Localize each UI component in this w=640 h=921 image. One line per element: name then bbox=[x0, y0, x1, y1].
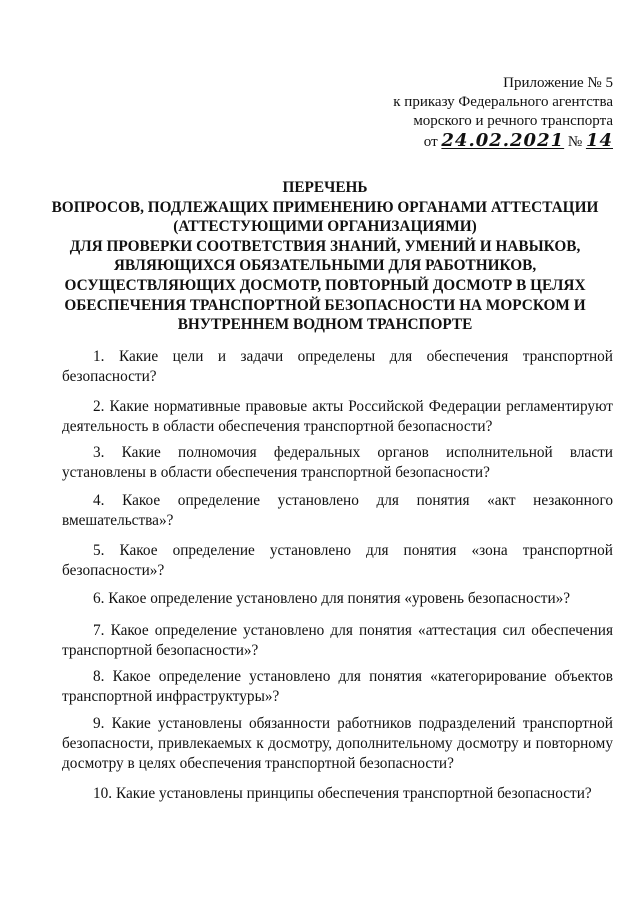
question-item: 4. Какое определение установлено для понятия «акт незаконного вмешательства»? bbox=[62, 492, 613, 529]
question-item: 9. Какие установлены обязанности работников подразделений транспортной безопасности, привлекаемых к досмотру, дополнительному досмотру и повторному досмотру в целях обеспечения транспортной безопасности? bbox=[62, 715, 613, 772]
title-line: ЯВЛЯЮЩИХСЯ ОБЯЗАТЕЛЬНЫМИ ДЛЯ РАБОТНИКОВ, bbox=[113, 257, 537, 275]
question-item: 8. Какое определение установлено для понятия «категорирование объектов транспортной инфраструктуры»? bbox=[62, 668, 613, 705]
question-item: 10. Какие установлены принципы обеспечения транспортной безопасности? bbox=[93, 785, 592, 802]
appendix-date-line bbox=[424, 131, 613, 152]
title-line: (АТТЕСТУЮЩИМИ ОРГАНИЗАЦИЯМИ) bbox=[173, 218, 477, 236]
question-item: 6. Какое определение установлено для понятия «уровень безопасности»? bbox=[93, 590, 571, 607]
appendix-order-ref: к приказу Федерального агентства bbox=[393, 94, 613, 110]
title-line: ДЛЯ ПРОВЕРКИ СООТВЕТСТВИЯ ЗНАНИЙ, УМЕНИЙ И НАВЫКОВ, bbox=[69, 237, 581, 255]
question-item: 2. Какие нормативные правовые акты Российской Федерации регламентируют деятельность в области обеспечения транспортной безопасности? bbox=[62, 398, 613, 435]
title-line: ОБЕСПЕЧЕНИЯ ТРАНСПОРТНОЙ БЕЗОПАСНОСТИ НА МОРСКОМ И bbox=[64, 296, 586, 314]
handwritten-date: 24.02.2021 bbox=[441, 130, 565, 151]
document-title bbox=[40, 178, 610, 335]
question-item: 3. Какие полномочия федеральных органов исполнительной власти установлены в области обеспечения транспортной безопасности? bbox=[62, 444, 613, 481]
handwritten-number: 14 bbox=[585, 130, 613, 151]
number-prefix: № bbox=[567, 134, 583, 150]
appendix-agency: морского и речного транспорта bbox=[413, 113, 613, 129]
question-item: 1. Какие цели и задачи определены для обеспечения транспортной безопасности? bbox=[62, 348, 613, 385]
question-item: 7. Какое определение установлено для понятия «аттестация сил обеспечения транспортной безопасности»? bbox=[62, 622, 613, 659]
appendix-number: Приложение № 5 bbox=[503, 75, 613, 91]
title-line: ВНУТРЕННЕМ ВОДНОМ ТРАНСПОРТЕ bbox=[177, 316, 473, 334]
title-line: ВОПРОСОВ, ПОДЛЕЖАЩИХ ПРИМЕНЕНИЮ ОРГАНАМИ АТТЕСТАЦИИ bbox=[51, 198, 599, 216]
question-item: 5. Какое определение установлено для понятия «зона транспортной безопасности»? bbox=[62, 542, 613, 579]
appendix-block bbox=[353, 74, 613, 152]
title-line: ПЕРЕЧЕНЬ bbox=[282, 179, 368, 196]
title-line: ОСУЩЕСТВЛЯЮЩИХ ДОСМОТР, ПОВТОРНЫЙ ДОСМОТР В ЦЕЛЯХ bbox=[64, 276, 586, 294]
date-prefix: от bbox=[423, 134, 438, 150]
